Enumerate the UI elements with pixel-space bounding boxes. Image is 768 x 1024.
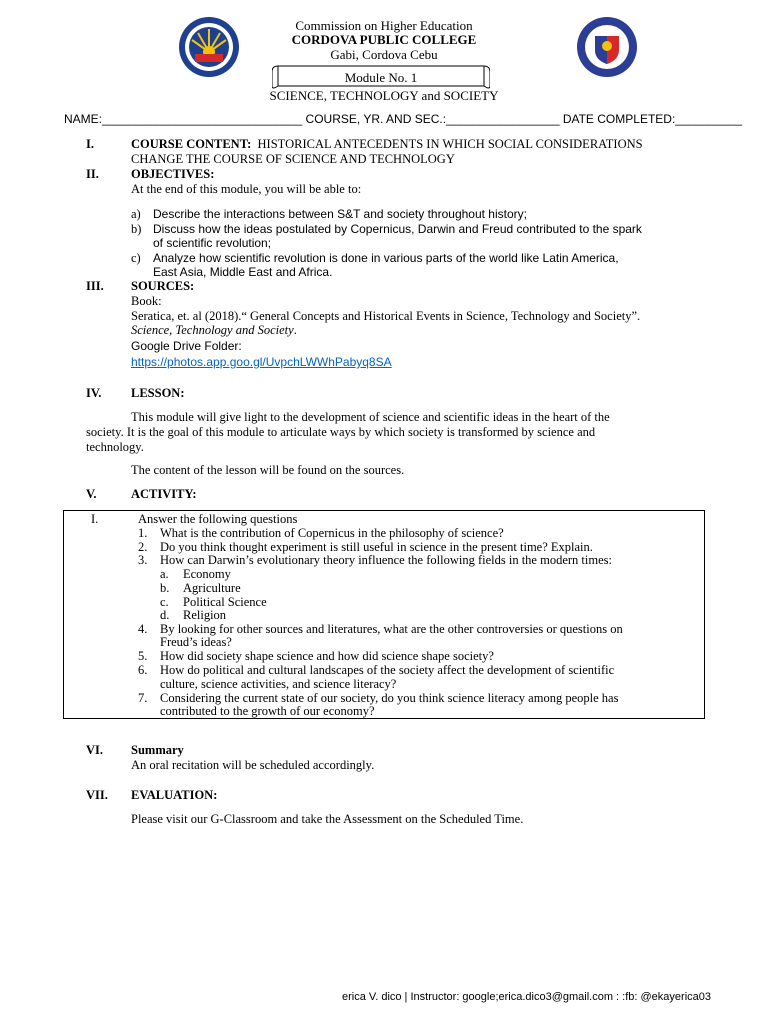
subitem-b-marker: b.	[160, 581, 170, 595]
question-4-text-line2: Freud’s ideas?	[160, 635, 232, 649]
subitem-a-marker: a.	[160, 567, 169, 581]
subitem-b-text: Agriculture	[183, 581, 241, 595]
question-3-text: How can Darwin’s evolutionary theory influence the following fields in the modern times:	[160, 553, 612, 567]
activity-roman-number: I.	[91, 512, 99, 526]
lesson-paragraph-2: The content of the lesson will be found on the sources.	[131, 463, 405, 477]
ched-seal-logo	[178, 16, 240, 78]
book-title-period: .	[293, 323, 297, 337]
section-v-number: V.	[86, 487, 97, 501]
drive-folder-label: Google Drive Folder:	[131, 339, 242, 353]
section-i-label: COURSE CONTENT:	[131, 137, 252, 151]
page-footer: erica V. dico | Instructor: google;erica.dico3@gmail.com : :fb: @ekayerica03	[341, 991, 711, 1003]
book-title-line	[131, 323, 297, 338]
subitem-c-marker: c.	[160, 595, 169, 609]
subitem-d-marker: d.	[160, 608, 170, 622]
objective-c-text-line2: East Asia, Middle East and Africa.	[153, 265, 333, 279]
subitem-d-text: Religion	[183, 608, 227, 622]
lesson-paragraph-line2: society. It is the goal of this module to articulate ways by which society is transformed by science and	[86, 425, 596, 439]
section-vi-number: VI.	[86, 743, 104, 757]
objective-a-marker: a)	[131, 207, 141, 221]
section-iii-label: SOURCES:	[131, 279, 195, 293]
question-1-text: What is the contribution of Copernicus in the philosophy of science?	[160, 526, 504, 540]
student-info-line: NAME:______________________________ COURSE, YR. AND SEC.:_________________ DATE COMPLETED:__________	[64, 112, 743, 126]
question-2-number: 2.	[138, 540, 148, 554]
module-number: Module No. 1	[344, 70, 418, 85]
section-iv-number: IV.	[86, 386, 102, 400]
question-6-text-line1: How do political and cultural landscapes of the society affect the development of scientific	[160, 663, 615, 677]
section-vii-label: EVALUATION:	[131, 788, 218, 802]
section-ii-label: OBJECTIVES:	[131, 167, 215, 181]
question-2-text: Do you think thought experiment is still useful in science in the present time? Explain.	[160, 540, 593, 554]
section-i-title-line1: HISTORICAL ANTECEDENTS IN WHICH SOCIAL CONSIDERATIONS	[257, 137, 643, 151]
subitem-c-text: Political Science	[183, 595, 267, 609]
header-college-name: CORDOVA PUBLIC COLLEGE	[291, 32, 477, 47]
book-title: Science, Technology and Society	[131, 323, 294, 337]
question-5-number: 5.	[138, 649, 148, 663]
objective-a-text: Describe the interactions between S&T and society throughout history;	[153, 207, 527, 221]
book-label: Book:	[131, 294, 162, 308]
section-i-title-line2: CHANGE THE COURSE OF SCIENCE AND TECHNOLOGY	[131, 152, 455, 166]
question-3-number: 3.	[138, 553, 148, 567]
module-subject: SCIENCE, TECHNOLOGY and SOCIETY	[269, 88, 499, 103]
lesson-paragraph-line3: technology.	[86, 440, 144, 454]
section-iii-number: III.	[86, 279, 104, 293]
cpc-seal-logo	[576, 16, 638, 78]
question-7-text-line1: Considering the current state of our society, do you think science literacy among people has	[160, 691, 619, 705]
header-commission: Commission on Higher Education	[295, 18, 473, 33]
summary-text: An oral recitation will be scheduled accordingly.	[131, 758, 375, 772]
evaluation-text: Please visit our G-Classroom and take the Assessment on the Scheduled Time.	[131, 812, 524, 826]
question-1-number: 1.	[138, 526, 148, 540]
section-v-label: ACTIVITY:	[131, 487, 197, 501]
section-vii-number: VII.	[86, 788, 108, 802]
objective-c-marker: c)	[131, 251, 141, 265]
question-7-number: 7.	[138, 691, 148, 705]
section-i-heading	[131, 137, 643, 152]
objective-b-marker: b)	[131, 222, 142, 236]
objective-c-text-line1: Analyze how scientific revolution is done in various parts of the world like Latin America,	[153, 251, 619, 265]
header-address: Gabi, Cordova Cebu	[330, 47, 438, 62]
objective-b-text-line2: of scientific revolution;	[153, 236, 272, 250]
question-4-text-line1: By looking for other sources and literatures, what are the other controversies or questions on	[160, 622, 623, 636]
book-citation: Seratica, et. al (2018).“ General Concepts and Historical Events in Science, Technology and Society”.	[131, 309, 641, 323]
question-6-text-line2: culture, science activities, and science literacy?	[160, 677, 397, 691]
question-5-text: How did society shape science and how did science shape society?	[160, 649, 494, 663]
question-4-number: 4.	[138, 622, 148, 636]
question-6-number: 6.	[138, 663, 148, 677]
subitem-a-text: Economy	[183, 567, 231, 581]
section-vi-label: Summary	[131, 743, 184, 757]
drive-folder-link[interactable]: https://photos.app.goo.gl/UvpchLWWhPabyq8SA	[131, 355, 392, 369]
objective-b-text-line1: Discuss how the ideas postulated by Copernicus, Darwin and Freud contributed to the spark	[153, 222, 642, 236]
lesson-paragraph-line1: This module will give light to the development of science and scientific ideas in the heart of the	[131, 410, 610, 424]
section-ii-number: II.	[86, 167, 99, 181]
activity-intro: Answer the following questions	[138, 512, 298, 526]
objectives-intro: At the end of this module, you will be able to:	[131, 182, 362, 196]
question-7-text-line2: contributed to the growth of our economy?	[160, 704, 375, 718]
section-iv-label: LESSON:	[131, 386, 185, 400]
section-i-number: I.	[86, 137, 94, 151]
